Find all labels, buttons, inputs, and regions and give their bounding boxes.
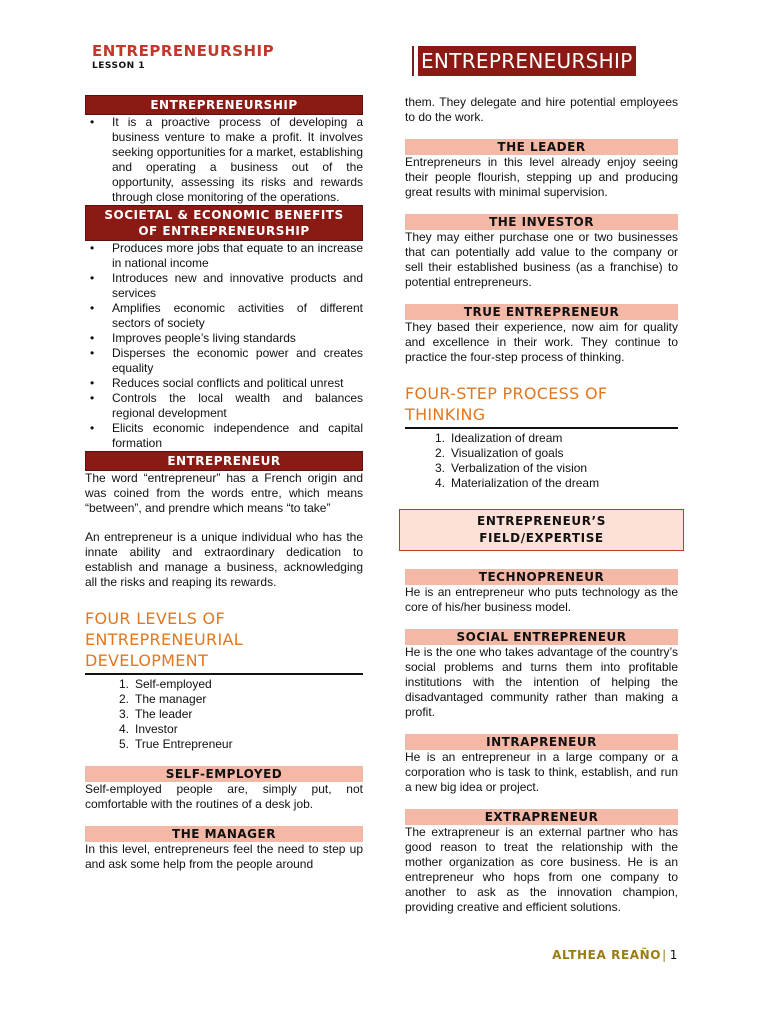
benefit-item: • Elicits economic independence and capital formation [85,421,363,451]
subheading-intrapreneur: INTRAPRENEUR [405,734,678,750]
step-item: 2. Visualization of goals [434,446,564,460]
benefits-list [85,241,363,451]
subheading-the-leader: THE LEADER [405,139,678,155]
page-footer [552,948,678,962]
manager-continued-paragraph: them. They delegate and hire potential employees to do the work. [405,95,678,124]
levels-list [85,677,363,752]
definition-bullet: • It is a proactive process of developing a business venture to make a profit. It involves seeking opportunities for a market, establishing and operating a business out of the opportunity, assessing its risks and rewards through close monitoring of the operations. [85,115,363,205]
steps-heading: FOUR-STEP PROCESS OF THINKING [405,383,678,429]
true-entrepreneur-paragraph: They based their experience, now aim for quality and excellence in their work. They continue to practice the four-step process of thinking. [405,320,678,364]
technopreneur-paragraph: He is an entrepreneur who puts technology as the core of his/her business model. [405,585,678,614]
leader-paragraph: Entrepreneurs in this level already enjoy seeing their people flourish, stepping up and producing great results with minimal supervision. [405,155,678,199]
left-column [85,95,363,872]
extrapreneur-paragraph: The extrapreneur is an external partner who has good reason to treat the relationship with the mother organization as core business. He is an entrepreneur who hops from one company to another to ask as the innovation champion, providing creative and efficient solutions. [405,825,678,914]
entrepreneur-definition-paragraph: An entrepreneur is a unique individual who has the innate ability and extraordinary dedication to establish and manage a business, acknowledging all the risks and reaping its rewards. [85,530,363,589]
benefits-heading-line2: OF ENTREPRENEURSHIP [138,224,310,238]
document-title: ENTREPRENEURSHIP [92,42,275,60]
field-heading-line1: ENTREPRENEUR’S [477,514,606,528]
benefit-item: • Reduces social conflicts and political unrest [85,376,363,391]
lesson-label: LESSON 1 [92,61,146,71]
field-expertise-heading [399,509,684,551]
definition-list [85,115,363,205]
author-name: ALTHEA REAÑO [552,948,662,962]
benefit-item: • Disperses the economic power and creates equality [85,346,363,376]
subheading-the-manager: THE MANAGER [85,826,363,842]
benefit-item: • Improves people’s living standards [85,331,363,346]
subheading-the-investor: THE INVESTOR [405,214,678,230]
page-number: 1 [669,948,678,962]
benefit-item: • Amplifies economic activities of different sectors of society [85,301,363,331]
benefit-item: • Introduces new and innovative products and services [85,271,363,301]
subheading-extrapreneur: EXTRAPRENEUR [405,809,678,825]
step-item: 3. Verbalization of the vision [434,461,588,475]
manager-paragraph: In this level, entrepreneurs feel the need to step up and ask some help from the people around [85,842,363,871]
step-item: 1. Idealization of dream [434,431,563,445]
banner-text: ENTREPRENEURSHIP [418,46,636,76]
subheading-technopreneur: TECHNOPRENEUR [405,569,678,585]
level-item: 1. Self-employed [118,677,212,691]
levels-heading: FOUR LEVELS OF ENTREPRENEURIAL DEVELOPMENT [85,608,363,675]
benefit-item: • Controls the local wealth and balances regional development [85,391,363,421]
steps-list [405,431,678,491]
social-entrepreneur-paragraph: He is the one who takes advantage of the country’s social problems and turns them into profitable institutions with the intention of helping the disadvantaged community rather than making a profit. [405,645,678,719]
intrapreneur-paragraph: He is an entrepreneur in a large company or a corporation who is task to think, establish, and run a new big idea or project. [405,750,678,794]
level-item: 5. True Entrepreneur [118,737,233,751]
level-item: 2. The manager [118,692,207,706]
footer-separator: | [662,948,667,962]
section-heading-entrepreneurship: ENTREPRENEURSHIP [85,95,363,115]
benefits-heading-line1: SOCIETAL & ECONOMIC BENEFITS [104,208,344,222]
subheading-true-entrepreneur: TRUE ENTREPRENEUR [405,304,678,320]
self-employed-paragraph: Self-employed people are, simply put, not comfortable with the routines of a desk job. [85,782,363,811]
subheading-self-employed: SELF-EMPLOYED [85,766,363,782]
banner-bar [412,46,414,76]
title-banner [412,46,636,76]
section-heading-benefits [85,205,363,241]
benefit-item: • Produces more jobs that equate to an increase in national income [85,241,363,271]
level-item: 3. The leader [118,707,193,721]
step-item: 4. Materialization of the dream [434,476,600,490]
level-item: 4. Investor [118,722,178,736]
investor-paragraph: They may either purchase one or two businesses that can potentially add value to the company or sell their established business (as a franchise) to potential entrepreneurs. [405,230,678,289]
section-heading-entrepreneur: ENTREPRENEUR [85,451,363,471]
right-column [405,95,678,915]
subheading-social-entrepreneur: SOCIAL ENTREPRENEUR [405,629,678,645]
field-heading-line2: FIELD/EXPERTISE [479,531,604,545]
entrepreneur-origin-paragraph: The word “entrepreneur” has a French origin and was coined from the words entre, which means “between”, and prendre which means “to take” [85,471,363,515]
